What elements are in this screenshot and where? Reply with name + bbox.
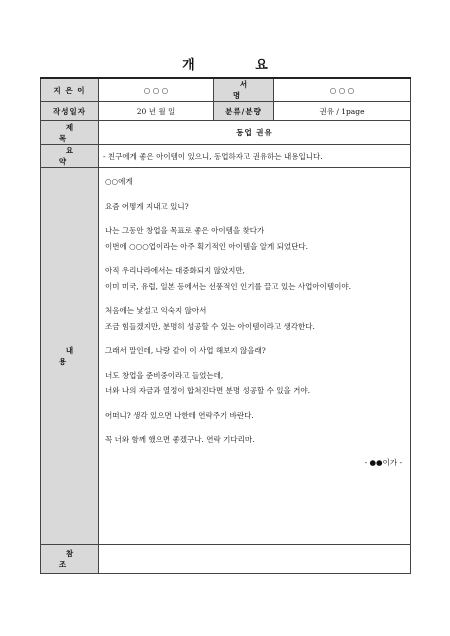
signature-value[interactable]: ○ ○ ○ [274, 78, 411, 102]
paragraph-2-line-1: 나는 그동안 창업을 목표로 좋은 아이템을 찾다가 [105, 226, 265, 235]
letter-signature: - ●●이가 - [364, 457, 402, 467]
content-label: 내 용 [41, 168, 99, 545]
date-value[interactable]: 20 년 월 일 [99, 102, 214, 121]
paragraph-4-line-2: 조금 힘들겠지만, 분명히 성공할 수 있는 아이템이라고 생각한다. [105, 321, 315, 331]
category-value[interactable]: 권유 / 1page [274, 102, 411, 121]
paragraph-3-line-1: 아직 우리나라에서는 대중화되지 않았지만, [105, 266, 245, 275]
paragraph-8: 꼭 너와 함께 했으면 좋겠구나. 연락 기다리마. [105, 435, 255, 444]
reference-label: 참 조 [41, 545, 99, 574]
category-label: 분류/분량 [214, 102, 274, 121]
author-value[interactable]: ○ ○ ○ [99, 78, 214, 102]
reference-value[interactable] [99, 545, 411, 574]
date-label: 작성일자 [41, 102, 99, 121]
document-title: 개 요 [182, 58, 296, 73]
summary-label: 요 약 [41, 145, 99, 168]
summary-form-table [40, 77, 411, 574]
summary-value[interactable]: - 친구에게 좋은 아이템이 있으니, 동업하자고 권유하는 내용입니다. [99, 145, 411, 168]
paragraph-7: 어떠니? 생각 있으면 나한테 연락주기 바란다. [105, 410, 254, 420]
greeting: ○○에게 [105, 177, 133, 186]
paragraph-6-line-1: 너도 창업을 준비중이라고 들었는데, [105, 370, 224, 380]
paragraph-4-line-1: 처음에는 낯설고 익숙지 않아서 [105, 306, 207, 315]
paragraph-6 [105, 368, 404, 399]
paragraph-5: 그래서 말인데, 나랑 같이 이 사업 해보지 않을래? [105, 346, 266, 355]
subject-label: 제 목 [41, 121, 99, 145]
author-label: 지 은 이 [41, 78, 99, 102]
paragraph-3-line-2: 이미 미국, 유럽, 일본 등에서는 선풍적인 인기를 끌고 있는 사업아이템이야. [105, 281, 351, 291]
paragraph-3 [105, 263, 404, 294]
signature-label: 서 명 [214, 78, 274, 102]
subject-value[interactable]: 동업 권유 [99, 121, 411, 145]
paragraph-2 [105, 223, 404, 254]
content-body[interactable] [99, 168, 411, 545]
paragraph-1: 요즘 어떻게 지내고 있니? [105, 201, 189, 211]
paragraph-2-line-2: 이번에 ○○○업이라는 아주 획기적인 아이템을 알게 되었단다. [105, 241, 308, 251]
paragraph-4 [105, 303, 404, 334]
paragraph-6-line-2: 너와 나의 자금과 열정이 합쳐진다면 분명 성공할 수 있을 거야. [105, 386, 310, 395]
